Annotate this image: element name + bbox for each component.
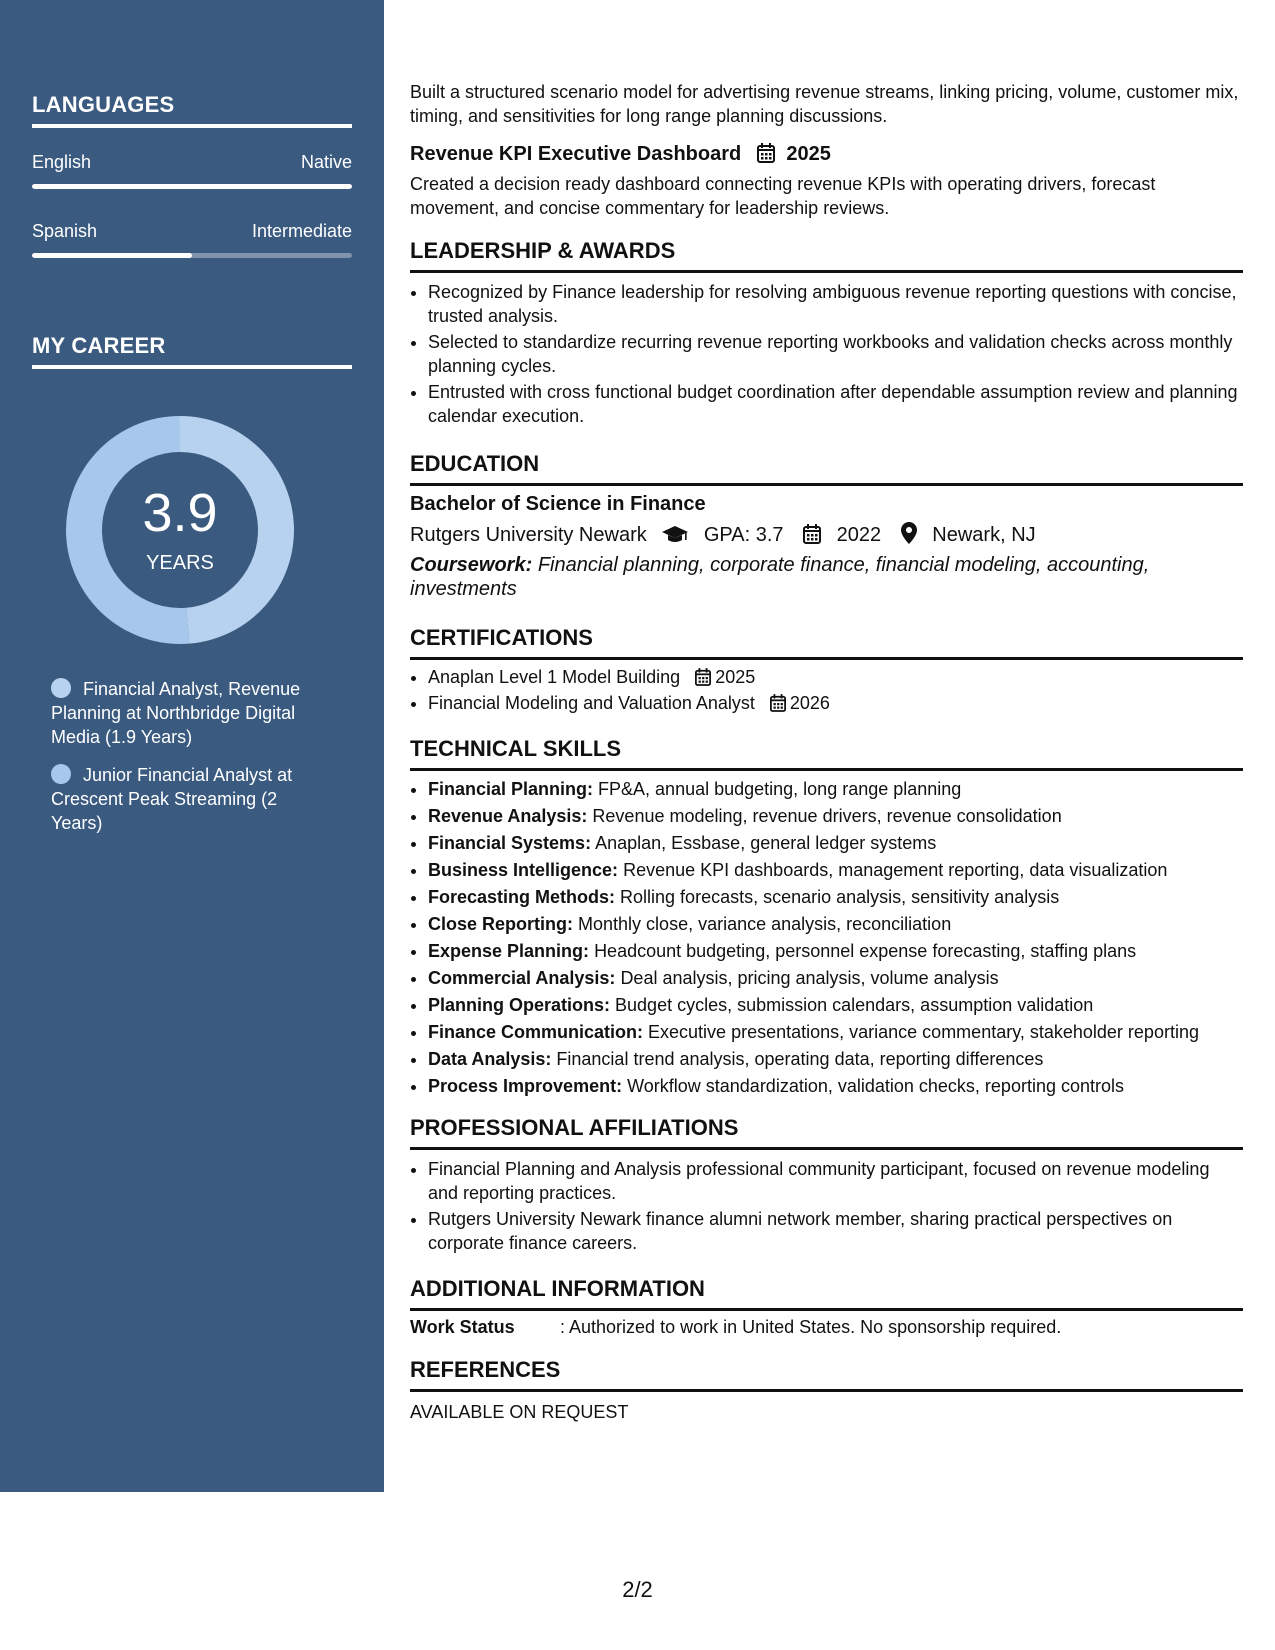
language-bar-fill	[32, 184, 352, 189]
career-item-text: Junior Financial Analyst at Crescent Peak Streaming (2 Years)	[51, 765, 293, 833]
sidebar	[0, 0, 384, 1492]
skill-value: Financial trend analysis, operating data, reporting differences	[556, 1049, 1044, 1069]
skills-heading: TECHNICAL SKILLS	[410, 736, 1243, 771]
skill-label: Forecasting Methods:	[428, 887, 616, 907]
calendar-icon	[757, 143, 775, 163]
leadership-list	[410, 280, 1243, 430]
skill-value: Revenue modeling, revenue drivers, revenue consolidation	[592, 806, 1062, 826]
language-bar-english	[32, 184, 352, 189]
references-text: AVAILABLE ON REQUEST	[410, 1402, 629, 1422]
project-year: 2025	[786, 143, 831, 165]
project-title-row	[410, 141, 1243, 167]
project-title: Revenue KPI Executive Dashboard	[410, 143, 742, 165]
language-level: Native	[300, 152, 352, 172]
list-item: • Entrusted with cross functional budget coordination after dependable assumption review and planning calendar execution.	[428, 380, 1243, 428]
certification-item	[428, 691, 1243, 715]
skill-item	[428, 966, 1243, 990]
list-item: • Selected to standardize recurring revenue reporting workbooks and validation checks across monthly planning cycles.	[428, 330, 1243, 378]
education-gpa: GPA: 3.7	[703, 524, 784, 546]
project-intro-text: Built a structured scenario model for advertising revenue streams, linking pricing, volume, customer mix, timing, and sensitivities for long range planning discussions.	[410, 82, 1239, 126]
skill-item	[428, 939, 1243, 963]
career-item	[51, 763, 321, 835]
skill-value: Deal analysis, pricing analysis, volume analysis	[620, 968, 999, 988]
language-name: Spanish	[32, 221, 98, 241]
certifications-heading: CERTIFICATIONS	[410, 625, 1243, 660]
career-dot-icon	[51, 764, 71, 784]
skill-label: Close Reporting:	[428, 914, 574, 934]
list-item: • Recognized by Finance leadership for resolving ambiguous revenue reporting questions with concise, trusted analysis.	[428, 280, 1243, 328]
education-details	[410, 521, 1243, 549]
leadership-heading: LEADERSHIP & AWARDS	[410, 238, 1243, 273]
certification-item	[428, 665, 1243, 689]
career-item	[51, 677, 321, 749]
calendar-icon	[803, 524, 821, 544]
skill-label: Finance Communication:	[428, 1022, 644, 1042]
career-donut	[66, 416, 294, 644]
career-total-unit: YEARS	[146, 552, 214, 574]
affiliations-list	[410, 1157, 1243, 1257]
additional-info-heading: ADDITIONAL INFORMATION	[410, 1276, 1243, 1311]
graduation-cap-icon	[662, 524, 688, 544]
skill-label: Expense Planning:	[428, 941, 590, 961]
education-school: Rutgers University Newark	[410, 524, 647, 546]
work-status-row	[410, 1315, 1243, 1339]
education-year: 2022	[836, 524, 882, 546]
skill-label: Financial Planning:	[428, 779, 594, 799]
skill-item	[428, 804, 1243, 828]
education-heading: EDUCATION	[410, 451, 1243, 486]
skill-item	[428, 885, 1243, 909]
skill-value: Headcount budgeting, personnel expense forecasting, staffing plans	[594, 941, 1137, 961]
skill-value: Workflow standardization, validation checks, reporting controls	[627, 1076, 1125, 1096]
skill-item	[428, 912, 1243, 936]
skill-label: Process Improvement:	[428, 1076, 623, 1096]
coursework-text: Financial planning, corporate finance, financial modeling, accounting, investments	[410, 554, 1150, 600]
education-coursework	[410, 553, 1243, 601]
calendar-icon	[695, 668, 711, 686]
skill-item	[428, 1074, 1243, 1098]
skill-value: Rolling forecasts, scenario analysis, sensitivity analysis	[620, 887, 1060, 907]
language-row-english	[32, 152, 352, 173]
career-heading: MY CAREER	[32, 333, 352, 369]
language-name: English	[32, 152, 92, 172]
page-number: 2/2	[622, 1577, 653, 1602]
career-item-text: Financial Analyst, Revenue Planning at Northbridge Digital Media (1.9 Years)	[51, 679, 301, 747]
education-degree: Bachelor of Science in Finance	[410, 493, 706, 515]
skill-item	[428, 777, 1243, 801]
skill-item	[428, 993, 1243, 1017]
skill-label: Data Analysis:	[428, 1049, 552, 1069]
references-heading: REFERENCES	[410, 1357, 1243, 1392]
work-status-label: Work Status	[410, 1317, 515, 1337]
career-total-value: 3.9	[142, 483, 218, 543]
career-dot-icon	[51, 678, 71, 698]
skill-label: Financial Systems:	[428, 833, 592, 853]
affiliations-heading: PROFESSIONAL AFFILIATIONS	[410, 1115, 1243, 1150]
project-description: Created a decision ready dashboard connecting revenue KPIs with operating drivers, forecast movement, and concise commentary for leadership reviews.	[410, 174, 1156, 218]
skill-value: Budget cycles, submission calendars, assumption validation	[615, 995, 1094, 1015]
work-status-value: : Authorized to work in United States. No sponsorship required.	[560, 1317, 1062, 1337]
languages-heading: LANGUAGES	[32, 92, 352, 128]
certifications-list	[410, 665, 1243, 717]
language-bar-spanish	[32, 253, 352, 258]
career-donut-center	[66, 416, 294, 644]
certification-year: 2026	[789, 693, 830, 713]
skill-item	[428, 1020, 1243, 1044]
language-level: Intermediate	[251, 221, 352, 241]
certification-name: Anaplan Level 1 Model Building	[428, 667, 681, 687]
coursework-label: Coursework:	[410, 554, 533, 576]
skill-item	[428, 858, 1243, 882]
certification-name: Financial Modeling and Valuation Analyst	[428, 693, 755, 713]
skill-value: Anaplan, Essbase, general ledger systems	[595, 833, 937, 853]
skill-item	[428, 831, 1243, 855]
language-row-spanish	[32, 221, 352, 242]
skill-item	[428, 1047, 1243, 1071]
skill-label: Planning Operations:	[428, 995, 611, 1015]
skill-label: Revenue Analysis:	[428, 806, 588, 826]
skill-value: Executive presentations, variance commentary, stakeholder reporting	[648, 1022, 1199, 1042]
list-item: • Rutgers University Newark finance alumni network member, sharing practical perspectives on corporate finance careers.	[428, 1207, 1243, 1255]
calendar-icon	[770, 694, 786, 712]
skill-label: Commercial Analysis:	[428, 968, 616, 988]
education-location: Newark, NJ	[932, 524, 1036, 546]
certification-year: 2025	[715, 667, 756, 687]
location-pin-icon	[901, 522, 917, 544]
list-item: • Financial Planning and Analysis professional community participant, focused on revenue modeling and reporting practices.	[428, 1157, 1243, 1205]
language-bar-fill	[32, 253, 192, 258]
skills-list	[410, 777, 1243, 1101]
skill-value: Monthly close, variance analysis, reconciliation	[578, 914, 952, 934]
skill-value: Revenue KPI dashboards, management reporting, data visualization	[623, 860, 1168, 880]
skill-value: FP&A, annual budgeting, long range planning	[598, 779, 962, 799]
skill-label: Business Intelligence:	[428, 860, 619, 880]
